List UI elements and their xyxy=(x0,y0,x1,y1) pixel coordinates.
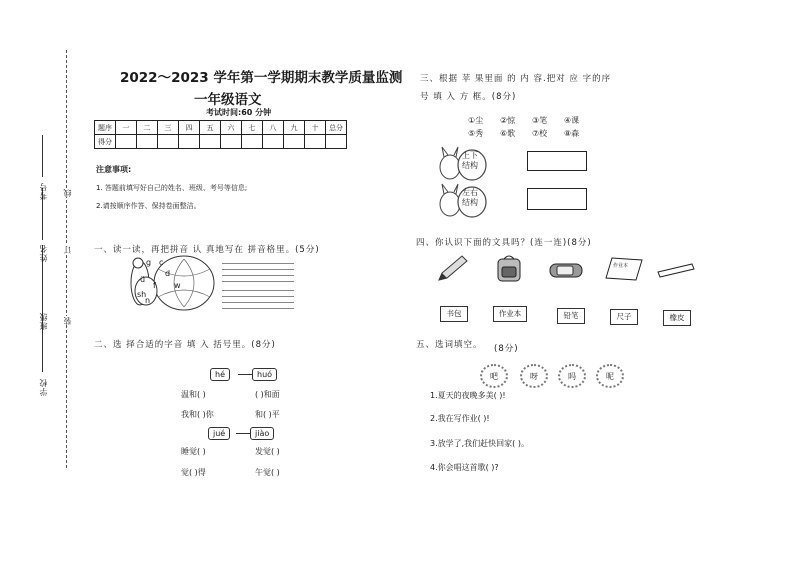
peacock-letter: ü xyxy=(140,275,146,284)
word-card[interactable]: 铅笔 xyxy=(557,308,585,324)
peacock-letter: g xyxy=(146,258,152,267)
q2-blank-item[interactable]: 我和( )你 xyxy=(181,410,214,419)
q2-blank-item[interactable]: 发觉( ) xyxy=(255,447,280,456)
score-cell: 四 xyxy=(179,121,200,135)
q3-heading-line2: 号 填 入 方 框。(8分) xyxy=(420,92,517,102)
q2-blank-item[interactable]: 和( )平 xyxy=(255,410,280,419)
score-cell: 十 xyxy=(305,121,326,135)
q1-heading: 一、读一读，再把拼音 认 真地写在 拼音格里。(5分) xyxy=(94,245,320,255)
school-label: 学校 xyxy=(39,378,48,396)
notes-item: 2.请按顺序作答、保持卷面整洁。 xyxy=(96,202,201,210)
score-cell: 三 xyxy=(158,121,179,135)
q2-blank-item[interactable]: 温和( ) xyxy=(181,390,206,399)
q4-heading: 四、你认识下面的文具吗？(连一连)(8分) xyxy=(416,238,592,248)
score-table-header-row xyxy=(95,121,347,135)
option-separator xyxy=(236,433,250,434)
q5-item[interactable]: 1.夏天的夜晚多美( )! xyxy=(430,391,506,400)
pinyin-option-jiao: jiào xyxy=(250,427,274,440)
word-card[interactable]: 尺子 xyxy=(610,309,638,325)
notebook-label: 作业本 xyxy=(613,263,629,269)
q3-char: ⑦校 xyxy=(532,129,548,138)
apple-label-left-right: 左右 结构 xyxy=(462,188,478,207)
q3-char: ③笔 xyxy=(532,116,548,125)
pinyin-option-he: hé xyxy=(210,368,230,381)
q5-heading: 五、选词填空。 xyxy=(416,340,483,350)
q3-char: ②惊 xyxy=(500,116,516,125)
choice-word-ba: 吧 xyxy=(480,364,508,388)
q3-char: ①尘 xyxy=(468,116,484,125)
word-card[interactable]: 橡皮 xyxy=(663,310,691,326)
peacock-illustration xyxy=(124,253,216,313)
pencil-icon xyxy=(436,253,470,283)
q2-blank-item[interactable]: 睡觉( ) xyxy=(181,447,206,456)
score-cell: 七 xyxy=(242,121,263,135)
number-underline xyxy=(42,135,43,177)
apple-label-top-bottom: 上下 结构 xyxy=(462,151,478,170)
seal-char-ding: 订 xyxy=(63,245,72,254)
score-entry-cell[interactable] xyxy=(158,135,179,149)
backpack-icon xyxy=(494,253,524,283)
score-cell: 九 xyxy=(284,121,305,135)
exam-time: 考试时间:60 分钟 xyxy=(206,108,272,117)
score-cell: 总分 xyxy=(326,121,347,135)
q2-blank-item[interactable]: 午觉( ) xyxy=(255,468,280,477)
score-entry-cell[interactable] xyxy=(305,135,326,149)
peacock-letter: d xyxy=(165,269,171,278)
pinyin-option-huo: huó xyxy=(252,368,277,381)
score-entry-cell[interactable] xyxy=(326,135,347,149)
score-cell: 五 xyxy=(200,121,221,135)
choice-word-ya: 呀 xyxy=(520,364,548,388)
score-entry-cell[interactable] xyxy=(242,135,263,149)
score-entry-cell[interactable] xyxy=(263,135,284,149)
exam-subtitle: 一年级语文 xyxy=(194,92,262,108)
q5-item[interactable]: 4.你会唱这首歌( )? xyxy=(430,463,499,472)
class-label: 班级 xyxy=(39,312,48,330)
score-entry-cell[interactable] xyxy=(116,135,137,149)
score-cell: 题序 xyxy=(95,121,116,135)
exam-title: 2022～2023 学年第一学期期末教学质量监测 xyxy=(120,70,403,86)
score-entry-cell[interactable] xyxy=(284,135,305,149)
q3-char: ⑤秀 xyxy=(468,129,484,138)
q2-heading: 二、选 择合适的字音 填 入 括号里。(8分) xyxy=(94,340,276,350)
word-card[interactable]: 作业本 xyxy=(493,306,527,322)
pinyin-option-jue: jué xyxy=(208,427,230,440)
q3-char: ④课 xyxy=(564,116,580,125)
q3-char: ⑧森 xyxy=(564,129,580,138)
number-label: 考号 xyxy=(39,182,48,200)
score-cell: 六 xyxy=(221,121,242,135)
score-entry-cell[interactable] xyxy=(200,135,221,149)
q5-item[interactable]: 3.放学了,我们赶快回家( )。 xyxy=(430,439,529,448)
eraser-icon xyxy=(548,260,584,280)
peacock-letter: c xyxy=(159,258,164,267)
peacock-letter: w xyxy=(174,281,181,290)
q3-heading-line1: 三、根据 苹 果里面 的 内 容.把对 应 字的序 xyxy=(420,74,612,84)
answer-box-top-bottom[interactable] xyxy=(527,151,587,171)
q5-score: (8分) xyxy=(494,344,519,354)
seal-char-zhuang: 装 xyxy=(63,316,72,325)
score-entry-cell[interactable] xyxy=(137,135,158,149)
school-underline xyxy=(42,296,43,372)
ruler-icon xyxy=(656,262,696,278)
score-table xyxy=(94,120,347,149)
score-cell: 八 xyxy=(263,121,284,135)
score-label-cell: 得分 xyxy=(95,135,116,149)
notes-item: 1. 答题前填写好自己的姓名、班级、考号等信息; xyxy=(96,184,248,192)
notes-heading: 注意事项: xyxy=(96,165,132,174)
score-entry-cell[interactable] xyxy=(179,135,200,149)
score-cell: 一 xyxy=(116,121,137,135)
q2-blank-item[interactable]: ( )和面 xyxy=(255,390,280,399)
choice-word-ma: 吗 xyxy=(558,364,586,388)
peacock-letter: sh xyxy=(137,290,147,299)
choice-word-ne: 呢 xyxy=(596,364,624,388)
seal-char-xian: 线 xyxy=(63,188,72,197)
option-separator xyxy=(238,374,252,375)
binding-dashed-line xyxy=(66,50,67,468)
q2-blank-item[interactable]: 觉( )得 xyxy=(181,468,206,477)
score-cell: 二 xyxy=(137,121,158,135)
peacock-letter: f xyxy=(153,281,156,290)
word-card[interactable]: 书包 xyxy=(440,306,468,322)
score-entry-cell[interactable] xyxy=(221,135,242,149)
answer-box-left-right[interactable] xyxy=(527,188,587,210)
name-label: 姓名 xyxy=(39,244,48,262)
score-table-score-row xyxy=(95,135,347,149)
q5-item[interactable]: 2.我在写作业( )! xyxy=(430,414,490,423)
q3-char: ⑥歌 xyxy=(500,129,516,138)
notebook-icon xyxy=(604,256,644,282)
peacock-letter: n xyxy=(145,296,151,305)
